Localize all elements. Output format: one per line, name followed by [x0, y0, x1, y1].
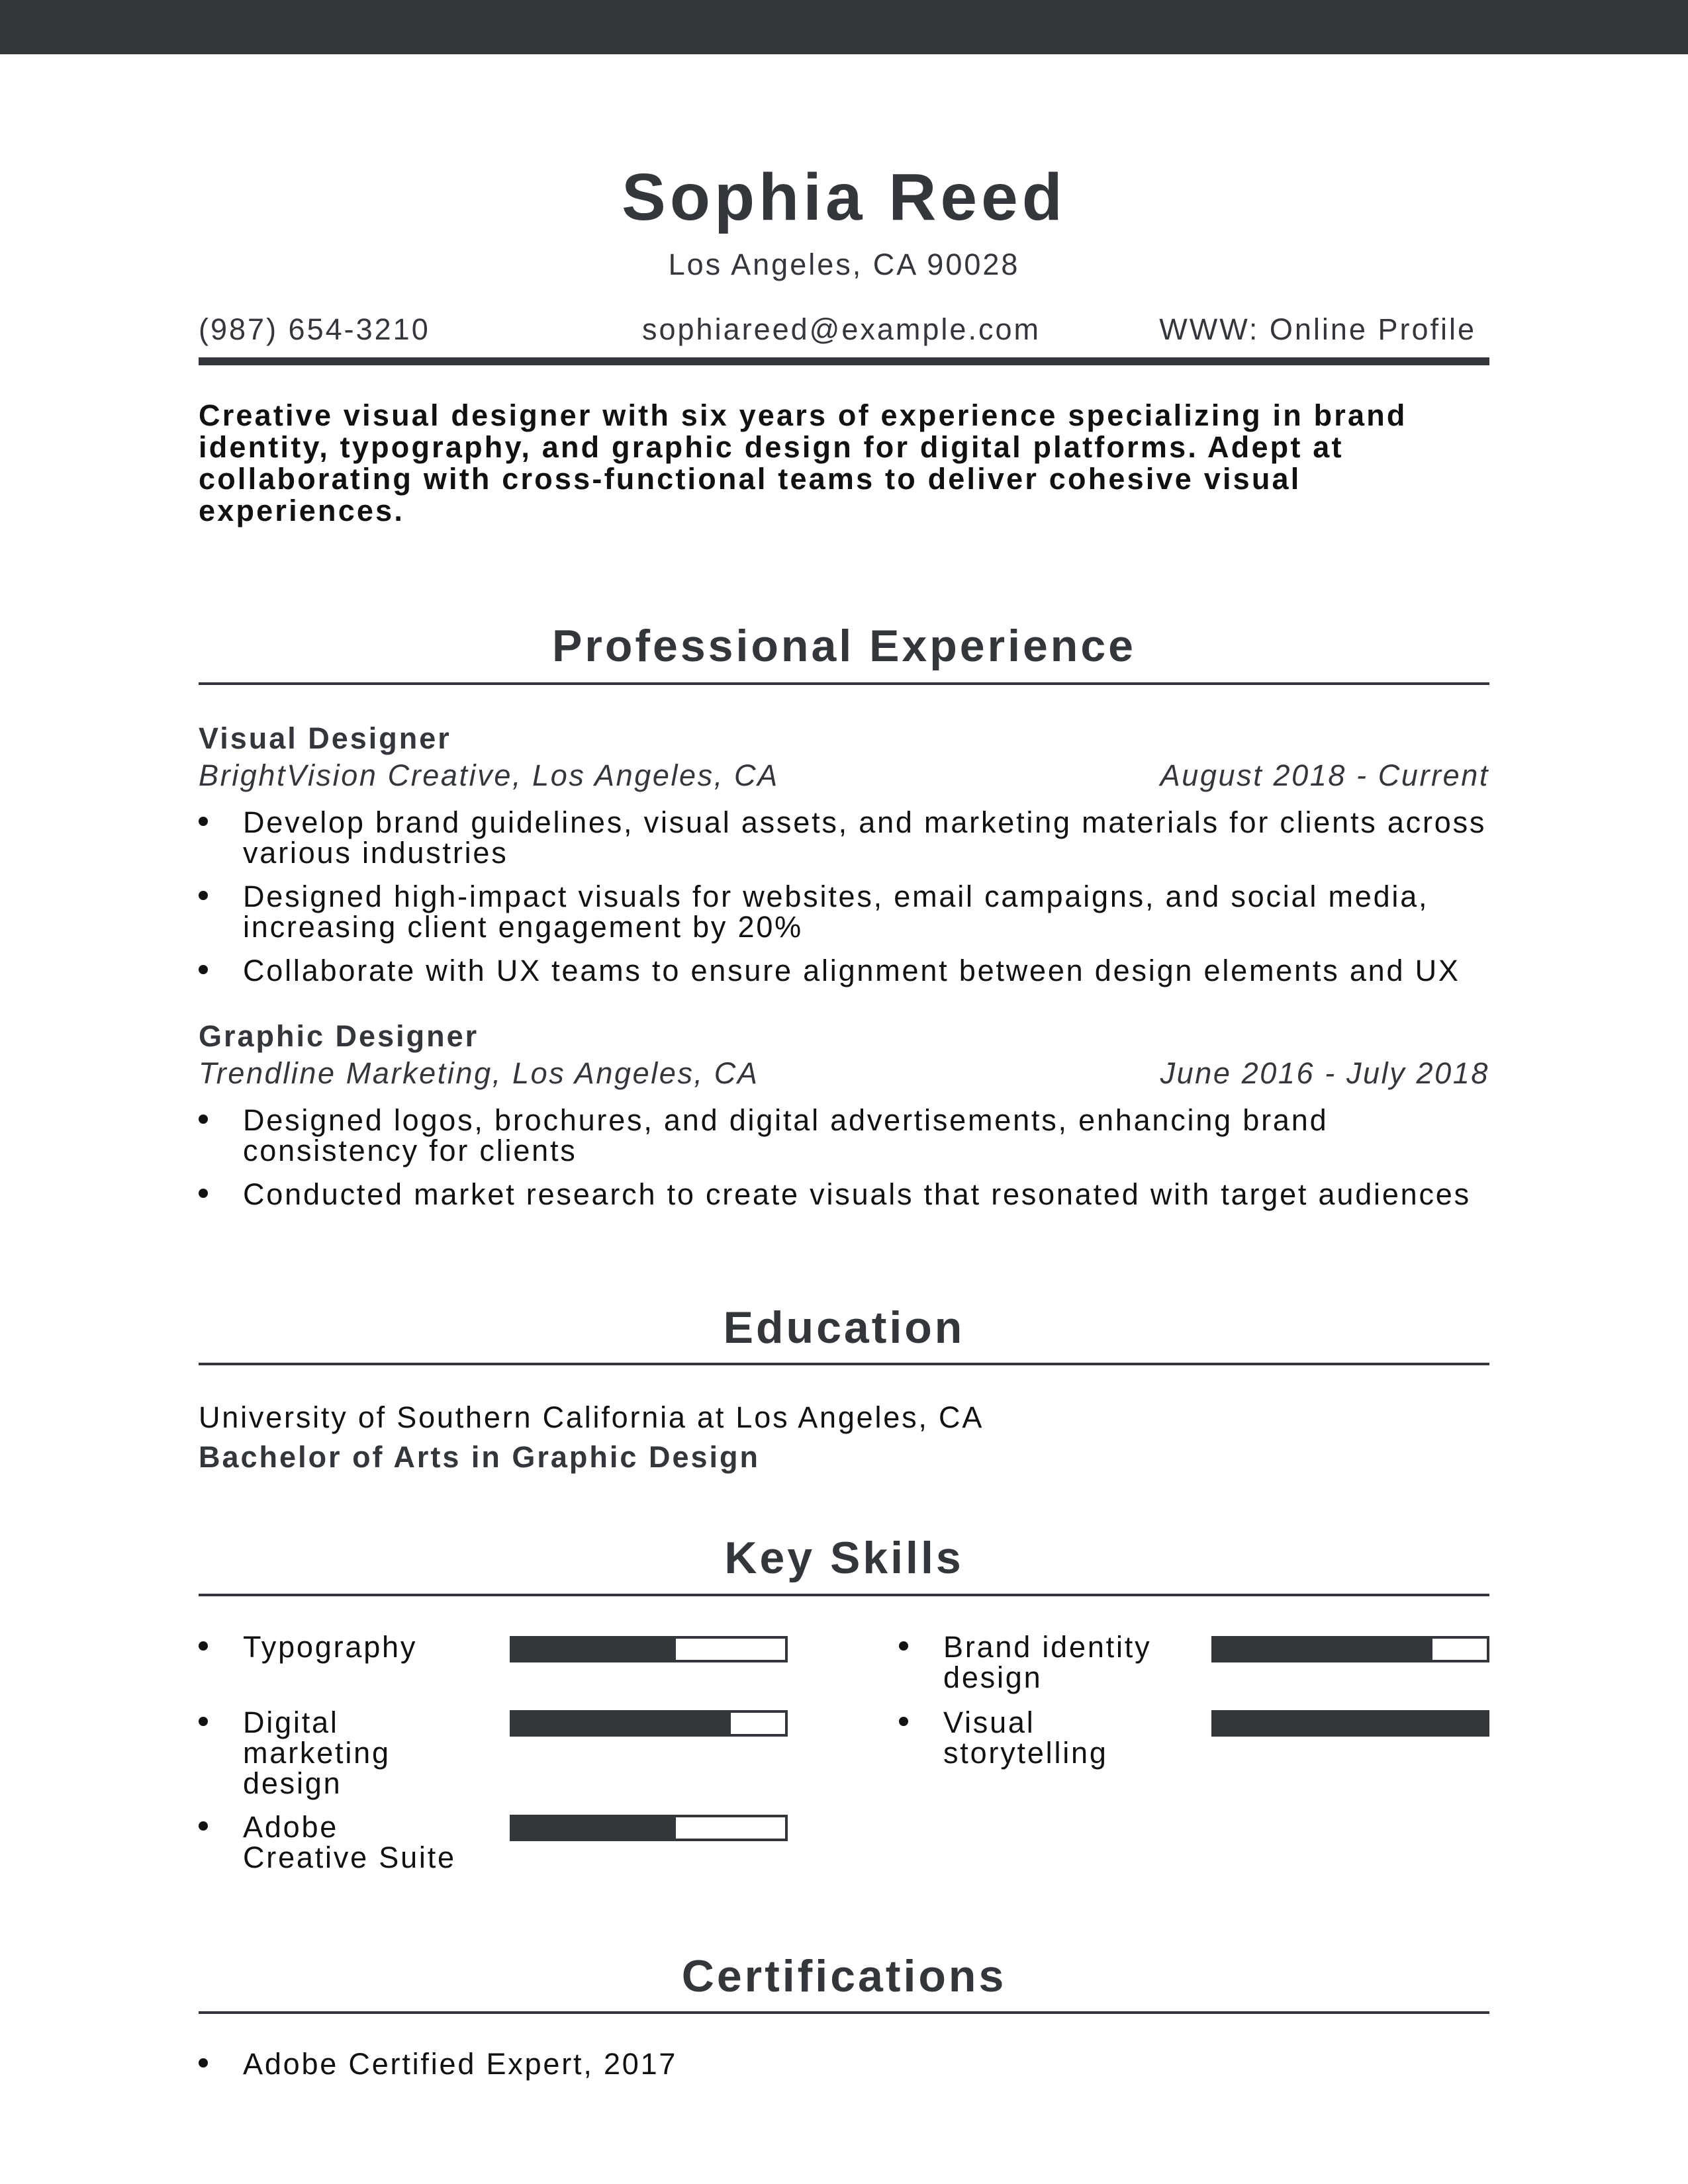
list-item-text: Collaborate with UX teams to ensure alignment between design elements and UX: [243, 954, 1460, 987]
skill-level-fill: [512, 1713, 731, 1734]
skill-level-fill: [1214, 1713, 1487, 1734]
phone-number: (987) 654-3210: [199, 312, 430, 346]
skill-level-bar: [1211, 1710, 1489, 1737]
website-link[interactable]: WWW: Online Profile: [1159, 312, 1476, 346]
candidate-location: Los Angeles, CA 90028: [668, 248, 1020, 281]
job-title: Visual Designer: [199, 721, 451, 755]
skill-name: Adobe Creative Suite: [243, 1810, 456, 1874]
skill-level-fill: [512, 1817, 676, 1839]
job-dates: June 2016 - July 2018: [1160, 1056, 1489, 1090]
bullet-icon: [199, 817, 208, 826]
experience-section-title: Professional Experience: [552, 621, 1136, 671]
list-item-text: Designed high-impact visuals for websites, email campaigns, and social media, increasing client engagement by 20%: [243, 880, 1429, 944]
bullet-icon: [899, 1641, 908, 1651]
education-divider: [199, 1363, 1489, 1365]
skill-name: Brand identity design: [943, 1630, 1152, 1694]
certifications-divider: [199, 2011, 1489, 2014]
skill-level-fill: [512, 1639, 676, 1660]
bullet-icon: [199, 1115, 208, 1124]
certifications-section-title: Certifications: [681, 1951, 1007, 2001]
bullet-icon: [199, 1641, 208, 1651]
bullet-icon: [199, 1821, 208, 1831]
experience-divider: [199, 682, 1489, 685]
bullet-icon: [199, 891, 208, 900]
education-degree: Bachelor of Arts in Graphic Design: [199, 1440, 760, 1474]
skill-level-fill: [1214, 1639, 1432, 1660]
job-company: Trendline Marketing, Los Angeles, CA: [199, 1056, 759, 1090]
bullet-icon: [899, 1717, 908, 1726]
skill-name: Visual storytelling: [943, 1706, 1108, 1770]
skill-level-bar: [510, 1815, 788, 1841]
skill-name: Typography: [243, 1630, 418, 1664]
education-section-title: Education: [723, 1302, 965, 1353]
bullet-icon: [199, 1717, 208, 1726]
header-divider: [199, 357, 1489, 365]
email-address[interactable]: sophiareed@example.com: [642, 312, 1041, 346]
job-dates: August 2018 - Current: [1160, 758, 1489, 792]
list-item-text: Designed logos, brochures, and digital advertisements, enhancing brand consistency for clients: [243, 1103, 1329, 1167]
bullet-icon: [199, 2058, 208, 2068]
list-item-text: Develop brand guidelines, visual assets, and marketing materials for clients across various industries: [243, 805, 1487, 870]
list-item-text: Conducted market research to create visuals that resonated with target audiences: [243, 1177, 1471, 1211]
job-title: Graphic Designer: [199, 1019, 479, 1053]
skill-level-bar: [1211, 1636, 1489, 1662]
job-company: BrightVision Creative, Los Angeles, CA: [199, 758, 779, 792]
list-item-text: Adobe Certified Expert, 2017: [243, 2047, 678, 2081]
education-school: University of Southern California at Los Angeles, CA: [199, 1400, 984, 1434]
bullet-icon: [199, 965, 208, 974]
skill-name: Digital marketing design: [243, 1706, 391, 1800]
skills-section-title: Key Skills: [724, 1533, 964, 1583]
skill-level-bar: [510, 1636, 788, 1662]
professional-summary: Creative visual designer with six years of experience specializing in brand identity, typography, and graphic design for digital platforms. Adept at collaborating with cross-functional teams to deliver cohesive visual experiences.: [199, 398, 1407, 527]
skill-level-bar: [510, 1710, 788, 1737]
top-color-bar: [0, 0, 1688, 54]
candidate-name: Sophia Reed: [622, 160, 1066, 234]
skills-divider: [199, 1594, 1489, 1596]
bullet-icon: [199, 1189, 208, 1198]
